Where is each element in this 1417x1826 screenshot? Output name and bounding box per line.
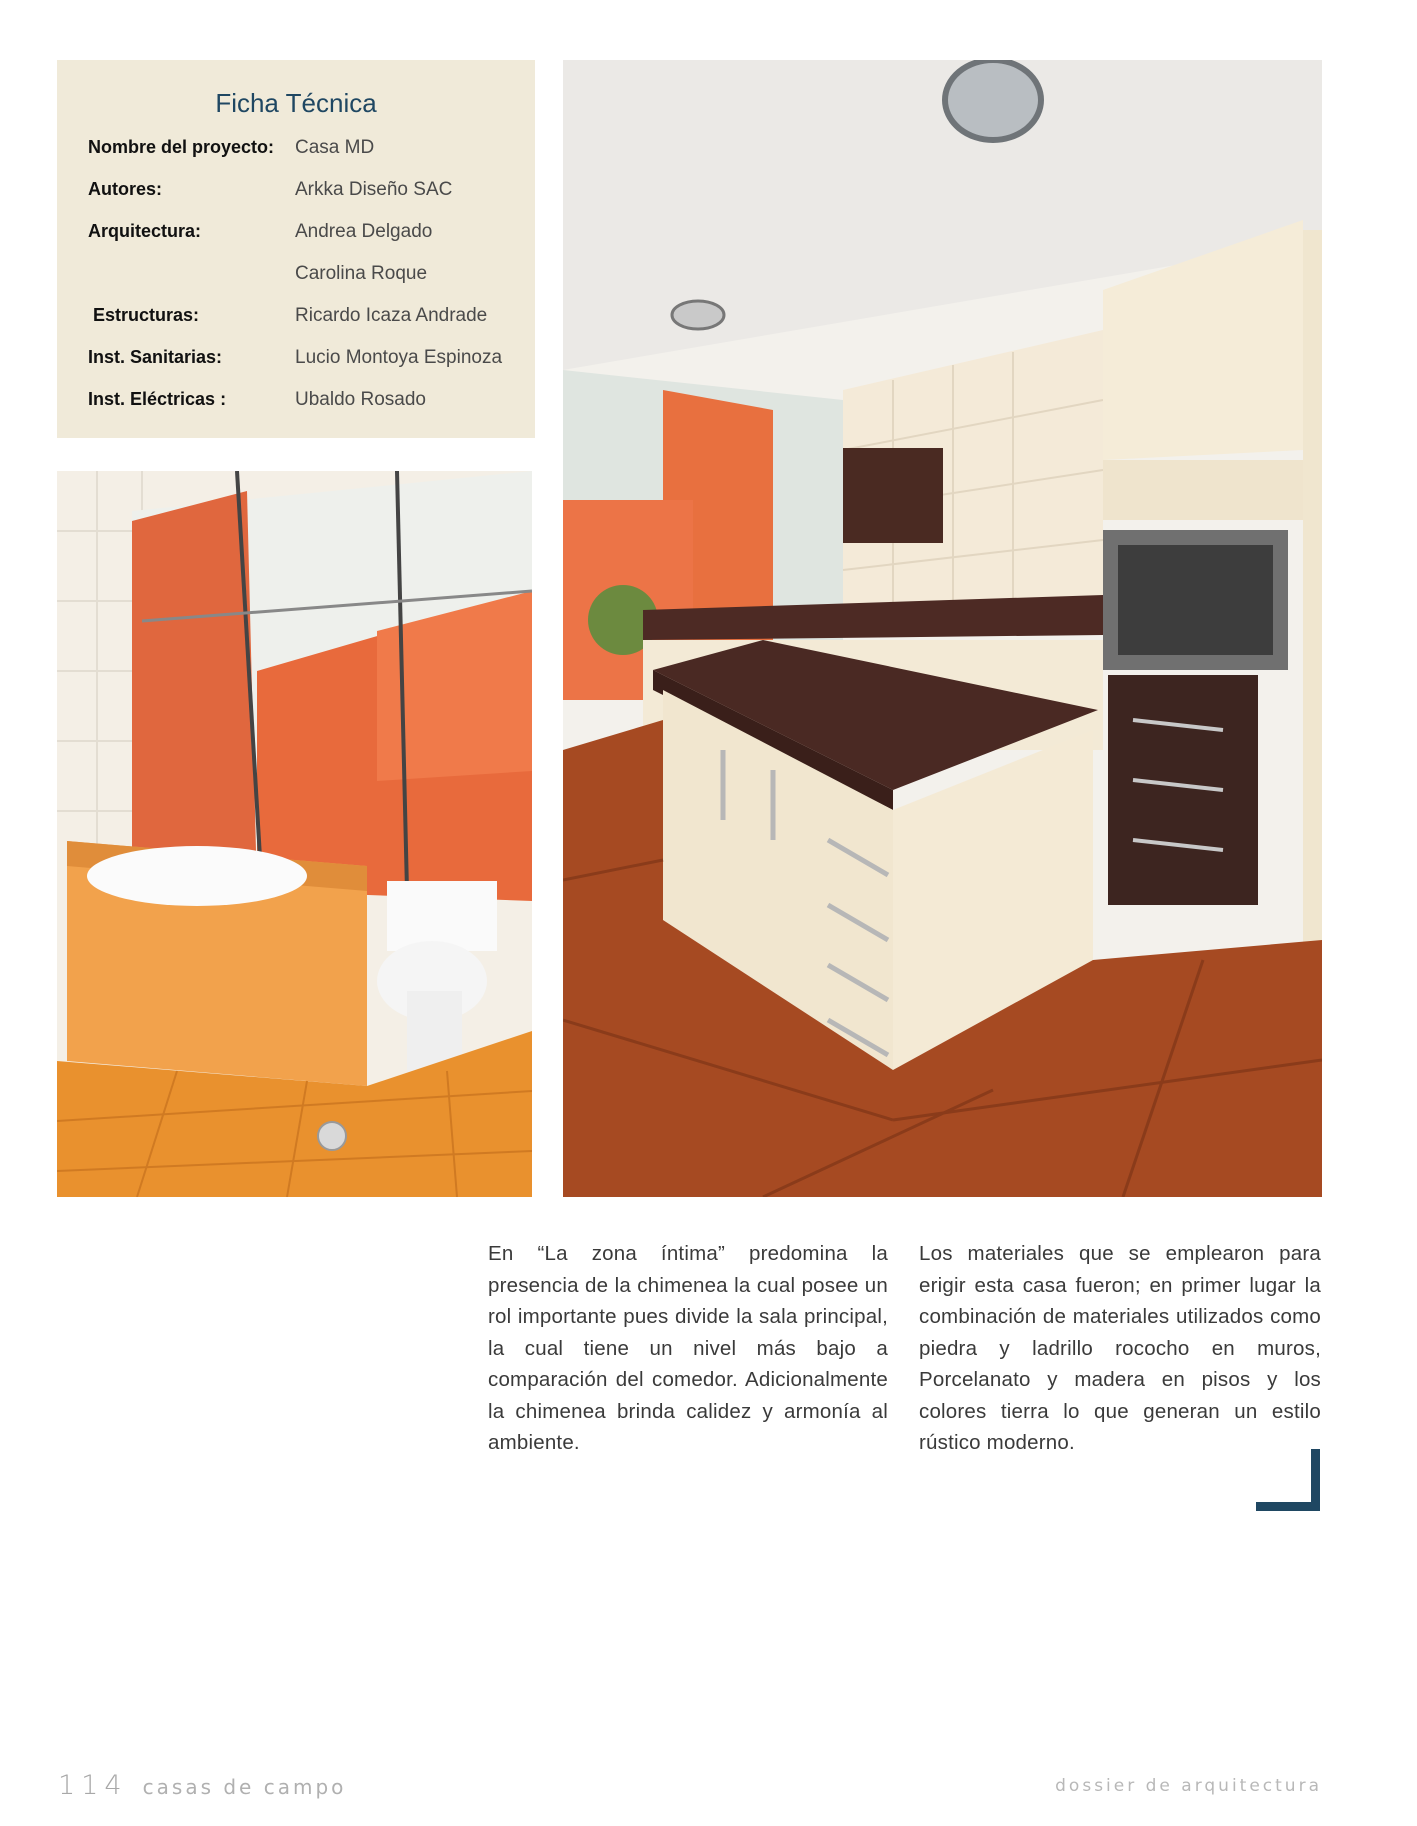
sheet-label: Inst. Sanitarias: [88,347,223,367]
sheet-row-electrical [88,389,528,419]
corner-mark-horizontal [1256,1502,1320,1511]
sheet-label: Autores: [88,179,163,199]
sheet-value: Lucio Montoya Espinoza [295,347,503,368]
sheet-row-project-name [88,137,528,167]
footer-left [58,1770,346,1800]
bathroom-photo [57,471,532,1197]
sheet-row-architecture [88,221,528,251]
page-number: 114 [58,1770,128,1801]
corner-accent-mark [1256,1449,1320,1511]
kitchen-illustration [563,60,1322,1197]
sheet-value: Arkka Diseño SAC [295,179,453,200]
body-paragraph-left: En “La zona íntima” predomina la presencia de la chimenea la cual posee un rol importante pues divide la sala principal, la cual tiene un nivel más bajo a comparación del comedor. Adicionalmente la chimenea brinda calidez y armonía al ambiente. [488,1242,888,1454]
sheet-label: Nombre del proyecto: [88,137,275,157]
publication-name: casas de campo [142,1775,347,1799]
sheet-row-structures [88,305,528,335]
sheet-value: Ubaldo Rosado [295,389,426,410]
technical-sheet-title: Ficha Técnica [215,88,377,118]
technical-sheet [57,60,535,438]
section-name: dossier de arquitectura [1055,1776,1322,1796]
body-paragraph-right: Los materiales que se emplearon para erigir esta casa fueron; en primer lugar la combinación de materiales utilizados como piedra y ladrillo rococho en muros, Porcelanato y madera en pisos y los colores tierra lo que generan un estilo rústico moderno. [919,1242,1321,1454]
sheet-value: Carolina Roque [295,263,428,284]
sheet-label: Arquitectura: [88,221,202,241]
sheet-row-sanitary [88,347,528,377]
sheet-row-authors [88,179,528,209]
sheet-value: Andrea Delgado [295,221,433,242]
sheet-label: Inst. Eléctricas : [88,389,227,409]
sheet-value: Casa MD [295,137,375,158]
sheet-value: Ricardo Icaza Andrade [295,305,488,326]
kitchen-photo [563,60,1322,1197]
sheet-label: Estructuras: [88,305,200,325]
sheet-row-architecture-2 [88,263,528,293]
bathroom-illustration [57,471,532,1197]
